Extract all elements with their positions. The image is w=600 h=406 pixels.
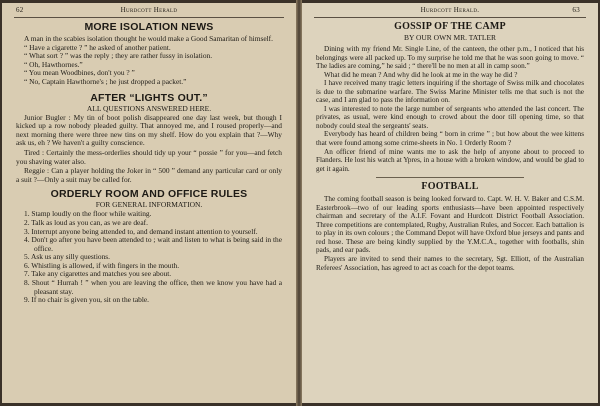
gossip-byline: BY OUR OWN MR. TATLER <box>403 33 497 42</box>
header-rule <box>14 17 284 18</box>
paragraph: Tired : Certainly the mess-orderlies should tidy up your “ possie ” for you—and fetch you shaving water also. <box>16 147 282 166</box>
running-title: Hurdcott Herald. <box>420 6 480 14</box>
paragraph: I was interested to note the large number of sergeants who attended the last concert. The privates, as usual, were kind enough to crowd about the door till opening time, so that nobody could steal the sergeants' seats. <box>316 104 584 130</box>
orderly-subtitle: FOR GENERAL INFORMATION. <box>95 200 203 210</box>
left-page <box>2 3 296 403</box>
left-column <box>16 21 282 305</box>
gossip-title: GOSSIP OF THE CAMP <box>394 21 506 32</box>
lights-out-article <box>16 114 282 185</box>
right-column <box>316 21 584 272</box>
page-number: 62 <box>16 6 24 14</box>
paragraph: Junior Bugler : My tin of boot polish disappeared one day last week, but though I kicked up a row nobody pleaded guilty. That annoyed me, and I roused properly—and next morning there were three new tins on my shelf. How do you explain that ?—Why ask us, eh ? We haven't a guilty conscience. <box>16 112 282 148</box>
list-item: 7. Take any cigarettes and matches you see about. <box>24 269 172 279</box>
section-divider <box>376 177 524 178</box>
paragraph: A man in the scabies isolation thought he would make a Good Samaritan of himself. <box>24 34 273 43</box>
page-number: 63 <box>572 6 580 14</box>
paragraph: “ What sort ? ” was the reply ; they are rather fussy in isolation. <box>24 51 213 61</box>
list-item: 8. Shout “ Hurrah ! ” when you are leaving the office, then we know you have had a pleasant stay. <box>24 278 282 296</box>
orderly-title: ORDERLY ROOM AND OFFICE RULES <box>50 188 248 201</box>
paragraph: “ No, Captain Hawthorne's ; he just dropped a packet.” <box>24 76 187 86</box>
lights-out-subtitle: ALL QUESTIONS ANSWERED HERE. <box>86 103 212 113</box>
paragraph: Everybody has heard of children being “ born in crime ” ; but how about the wee kittens that were found among some crime-sheets in No. 1 Orderly Room ? <box>316 130 584 148</box>
paragraph: What did he mean ? And why did he look at me in the way he did ? <box>324 70 518 79</box>
isolation-article <box>16 35 282 87</box>
paragraph: Reggie : Can a player holding the Joker in “ 500 ” demand any particular card or only a suit ?—Only a suit may be called for. <box>16 166 282 184</box>
isolation-title: MORE ISOLATION NEWS <box>84 21 214 33</box>
list-item: 2. Talk as loud as you can, as we are deaf. <box>24 217 148 227</box>
paragraph: The coming football season is being looked forward to. Capt. W. H. V. Baker and C.S.M. Easterbrook—two of our leading sports enthusiasts—have been appointed respectively chairman and secretary of the A.I.F. Fovant and Hurdcott District Football Association. Three competitions are contemplated, Rugby, Australian Rules, and Soccer. Each battalion is to play in its own colours ; the Command Depot will have Oxford blue jerseys and pants and red hose. These are being kindly supplied by the Y.M.C.A., together with footballs, shin pads, and ear pads. <box>316 195 584 255</box>
football-title: FOOTBALL <box>421 181 479 193</box>
football-article <box>316 195 584 272</box>
list-item: 5. Ask us any silly questions. <box>24 252 111 262</box>
paragraph: “ Oh, Hawthornes.” <box>24 59 83 69</box>
header-rule <box>314 17 586 18</box>
list-item: 9. If no chair is given you, sit on the table. <box>24 295 149 305</box>
paragraph: “ Have a cigarette ? ” he asked of another patient. <box>24 42 171 52</box>
list-item: 6. Whistling is allowed, if with fingers in the mouth. <box>24 260 180 270</box>
paragraph: Dining with my friend Mr. Single Line, of the canteen, the other p.m., I noticed that his belongings were all packed up. To my surprise he told me that he was soon going to move. “ The ladies are coming,” he said ; “ there'll be no men at all in camp soon.” <box>316 45 584 71</box>
paragraph: An officer friend of mine wants me to ask the help of anyone about to proceed to Flanders. He lost his watch at Ypres, in a house with a broken window, and would be glad to get it again. <box>316 147 584 173</box>
paragraph: “ You mean Woodbines, don't you ? ” <box>24 68 135 78</box>
running-title: Hurdcott Herald <box>120 6 178 14</box>
gossip-article <box>316 45 584 173</box>
right-page <box>302 3 598 403</box>
orderly-rules-list <box>16 210 282 305</box>
list-item: 3. Interrupt anyone being attended to, and demand instant attention to yourself. <box>24 226 258 236</box>
lights-out-title: AFTER “LIGHTS OUT.” <box>90 91 208 104</box>
list-item: 4. Don't go after you have been attended to ; wait and listen to what is being said in the office. <box>24 235 282 253</box>
paragraph: I have received many tragic letters inquiring if the shortage of Swiss milk and chocolates is due to the submarine warfare. The Swiss Marine Minister tells me that such is not the case, and I am glad to pass the information on. <box>316 79 584 105</box>
paragraph: Players are invited to send their names to the secretary, Sgt. Elliott, of the Australian Referees' Association, has agreed to act as coach for the depot teams. <box>316 255 584 272</box>
list-item: 1. Stamp loudly on the floor while waiting. <box>24 209 152 219</box>
